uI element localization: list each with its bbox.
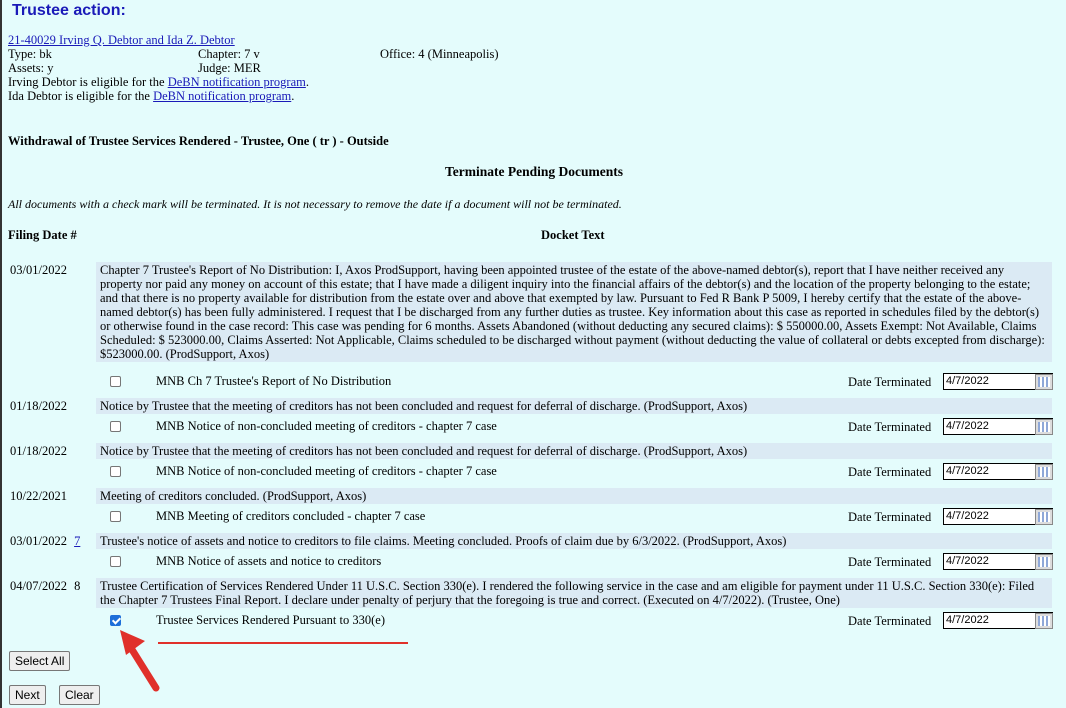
calendar-icon[interactable] xyxy=(1035,464,1053,480)
document-row xyxy=(108,552,1054,574)
terminate-checkbox[interactable] xyxy=(110,556,121,567)
ida-debn-text: Ida Debtor is eligible for the xyxy=(8,89,154,103)
document-number-link[interactable]: 7 xyxy=(74,534,81,548)
select-all-button[interactable]: Select All xyxy=(9,651,70,671)
filing-date: 03/01/2022 xyxy=(10,534,67,548)
filing-date: 10/22/2021 xyxy=(10,489,67,503)
document-number: 8 xyxy=(74,579,81,593)
filing-date: 03/01/2022 xyxy=(10,263,67,277)
date-terminated-label: Date Terminated xyxy=(848,465,932,479)
date-terminated-input[interactable]: 4/7/2022 xyxy=(943,373,1053,390)
case-type: Type: bk xyxy=(8,47,52,61)
irving-debn-text: Irving Debtor is eligible for the xyxy=(8,75,168,89)
ida-debn-link[interactable]: DeBN notification program xyxy=(153,89,292,103)
irving-debn-link[interactable]: DeBN notification program xyxy=(167,75,306,89)
case-office: Office: 4 (Minneapolis) xyxy=(380,47,499,61)
document-row xyxy=(108,417,1054,439)
document-row xyxy=(108,507,1054,529)
event-description: MNB Notice of non-concluded meeting of creditors - chapter 7 case xyxy=(156,464,497,478)
document-row xyxy=(108,372,1054,394)
annotation-underline xyxy=(158,642,408,644)
filing-date-cell xyxy=(10,579,80,594)
event-description: MNB Ch 7 Trustee's Report of No Distribution xyxy=(156,374,392,388)
filing-date: 01/18/2022 xyxy=(10,444,67,458)
irving-debn-notice xyxy=(8,75,309,89)
section-title: Terminate Pending Documents xyxy=(445,164,623,179)
docket-text: Notice by Trustee that the meeting of creditors has not been concluded and request for deferral of discharge. (ProdSupport, Axos) xyxy=(96,443,1052,459)
event-description: MNB Notice of non-concluded meeting of creditors - chapter 7 case xyxy=(156,419,497,433)
calendar-icon[interactable] xyxy=(1035,509,1053,525)
calendar-icon[interactable] xyxy=(1035,419,1053,435)
ida-debn-notice xyxy=(8,89,294,103)
terminate-checkbox[interactable] xyxy=(110,466,121,477)
date-terminated-input[interactable]: 4/7/2022 xyxy=(943,553,1053,570)
docket-text: Notice by Trustee that the meeting of creditors has not been concluded and request for deferral of discharge. (ProdSupport, Axos) xyxy=(96,398,1052,414)
ida-debn-period: . xyxy=(291,89,295,103)
date-terminated-input[interactable]: 4/7/2022 xyxy=(943,508,1053,525)
case-assets: Assets: y xyxy=(8,61,54,75)
document-row xyxy=(108,462,1054,484)
terminate-checkbox[interactable] xyxy=(110,376,121,387)
date-terminated-label: Date Terminated xyxy=(848,614,932,628)
date-terminated-label: Date Terminated xyxy=(848,510,932,524)
instructions: All documents with a check mark will be terminated. It is not necessary to remove the date if a document will not be terminated. xyxy=(8,197,622,211)
irving-debn-period: . xyxy=(305,75,309,89)
calendar-icon[interactable] xyxy=(1035,374,1053,390)
action-title: Withdrawal of Trustee Services Rendered - Trustee, One ( tr ) - Outside xyxy=(8,134,389,148)
docket-text: Trustee's notice of assets and notice to creditors to file claims. Meeting concluded. Proofs of claim due by 6/3/2022. (ProdSupport, Axos) xyxy=(96,533,1052,549)
case-judge: Judge: MER xyxy=(198,61,261,75)
event-description: MNB Meeting of creditors concluded - chapter 7 case xyxy=(156,509,426,523)
date-terminated-label: Date Terminated xyxy=(848,555,932,569)
case-chapter: Chapter: 7 v xyxy=(198,47,260,61)
calendar-icon[interactable] xyxy=(1035,554,1053,570)
page-title: Trustee action: xyxy=(12,2,126,19)
date-terminated-label: Date Terminated xyxy=(848,420,932,434)
date-terminated-input[interactable]: 4/7/2022 xyxy=(943,612,1053,629)
calendar-icon[interactable] xyxy=(1035,613,1053,629)
docket-text: Meeting of creditors concluded. (ProdSupport, Axos) xyxy=(96,488,1052,504)
date-terminated-input[interactable]: 4/7/2022 xyxy=(943,418,1053,435)
document-row xyxy=(108,611,1054,633)
filing-date: 01/18/2022 xyxy=(10,399,67,413)
date-terminated-input[interactable]: 4/7/2022 xyxy=(943,463,1053,480)
column-filing-date: Filing Date # xyxy=(8,228,77,242)
event-description: Trustee Services Rendered Pursuant to 330(e) xyxy=(156,613,386,627)
terminate-checkbox[interactable] xyxy=(110,511,121,522)
event-description: MNB Notice of assets and notice to creditors xyxy=(156,554,382,568)
case-link[interactable]: 21-40029 Irving Q. Debtor and Ida Z. Debtor xyxy=(8,33,235,47)
annotation-arrow-icon xyxy=(114,624,174,694)
column-docket-text: Docket Text xyxy=(541,228,605,242)
clear-button[interactable]: Clear xyxy=(59,685,100,705)
terminate-checkbox[interactable] xyxy=(110,421,121,432)
date-terminated-label: Date Terminated xyxy=(848,375,932,389)
next-button[interactable]: Next xyxy=(9,685,46,705)
filing-date-cell xyxy=(10,534,80,549)
docket-text: Trustee Certification of Services Rendered Under 11 U.S.C. Section 330(e). I rendered the following service in the case and am eligible for payment under 11 U.S.C. Section 330(e): Filed the Chapter 7 Trustees Final Report. I declare under penalty of perjury that the foregoing is true and correct. (Executed on 4/7/2022). (Trustee, One) xyxy=(96,578,1052,608)
filing-date: 04/07/2022 xyxy=(10,579,67,593)
docket-text: Chapter 7 Trustee's Report of No Distribution: I, Axos ProdSupport, having been appointed trustee of the estate of the above-named debtor(s), report that I have neither received any property nor paid any money on account of this estate; that I have made a diligent inquiry into the financial affairs of the debtor(s) and the location of the property belonging to the estate; and that there is no property available for distribution from the estate over and above that exempted by law. Pursuant to Fed R Bank P 5009, I hereby certify that the estate of the above-named debtor(s) has been fully administered. I request that I be discharged from any further duties as trustee. Key information about this case as reported in schedules filed by the debtor(s) or otherwise found in the case record: This case was pending for 6 months. Assets Abandoned (without deducting any secured claims): $ 550000.00, Assets Exempt: Not Available, Claims Scheduled: $ 523000.00, Claims Asserted: Not Applicable, Claims scheduled to be discharged without payment (without deducting the value of collateral or debts excepted from discharge): $523000.00. (ProdSupport, Axos) xyxy=(96,262,1052,362)
